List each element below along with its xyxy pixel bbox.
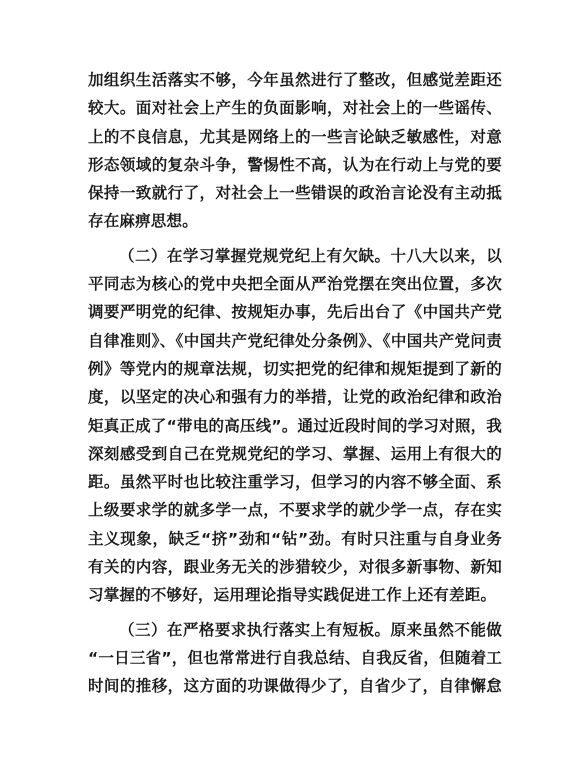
text-line: （三）在严格要求执行落实上有短板。原来虽然不能做 <box>119 620 502 639</box>
text-line: 矩真正成了“带电的高压线”。通过近段时间的学习对照，我 <box>88 416 502 435</box>
text-line: 主义现象，缺乏“挤”劲和“钻”劲。有时只注重与自身业务 <box>88 529 502 548</box>
text-line: 深刻感受到自己在党规党纪的学习、掌握、运用上有很大的 <box>88 444 502 463</box>
text-line: （二）在学习掌握党规党纪上有欠缺。十八大以来，以 <box>119 246 502 265</box>
document-body <box>88 66 502 701</box>
text-line: 习掌握的不够好，运用理论指导实践促进工作上还有差距。 <box>88 586 497 605</box>
text-line: 例》等党内的规章法规，切实把党的纪律和规矩提到了新的 <box>88 359 502 378</box>
text-line: “一日三省”，但也常常进行自我总结、自我反省，但随着工 <box>88 648 502 667</box>
text-line: 加组织生活落实不够，今年虽然进行了整改，但感觉差距还 <box>88 71 502 89</box>
text-line: 上的不良信息，尤其是网络上的一些言论缺乏敏感性，对意 <box>88 127 502 146</box>
paragraph-3 <box>88 616 502 701</box>
paragraph-2 <box>88 242 502 610</box>
text-line: 时间的推移，这方面的功课做得少了，自省少了，自律懈怠 <box>88 677 502 696</box>
text-line: 上级要求学的就多学一点，不要求学的就少学一点，存在实 <box>88 501 502 520</box>
text-line: 存在麻痹思想。 <box>88 212 198 231</box>
text-line: 调要严明党的纪律、按规矩办事，先后出台了《中国共产党 <box>88 303 502 322</box>
text-line: 距。虽然平时也比较注重学习，但学习的内容不够全面、系 <box>88 473 502 492</box>
paragraph-1 <box>88 66 502 236</box>
text-line: 形态领域的复杂斗争，警惕性不高，认为在行动上与党的要 <box>88 155 502 174</box>
text-line: 平同志为核心的党中央把全面从严治党摆在突出位置，多次 <box>88 275 502 294</box>
text-line: 较大。面对社会上产生的负面影响，对社会上的一些谣传、 <box>88 99 502 118</box>
text-line: 保持一致就行了，对社会上一些错误的政治言论没有主动抵 <box>88 184 502 203</box>
text-line: 自律准则》、《中国共产党纪律处分条例》、《中国共产党问责 <box>88 331 502 350</box>
text-line: 度，以坚定的决心和强有力的举措，让党的政治纪律和政治 <box>88 388 502 407</box>
text-line: 有关的内容，跟业务无关的涉猎较少，对很多新事物、新知 <box>88 558 502 577</box>
